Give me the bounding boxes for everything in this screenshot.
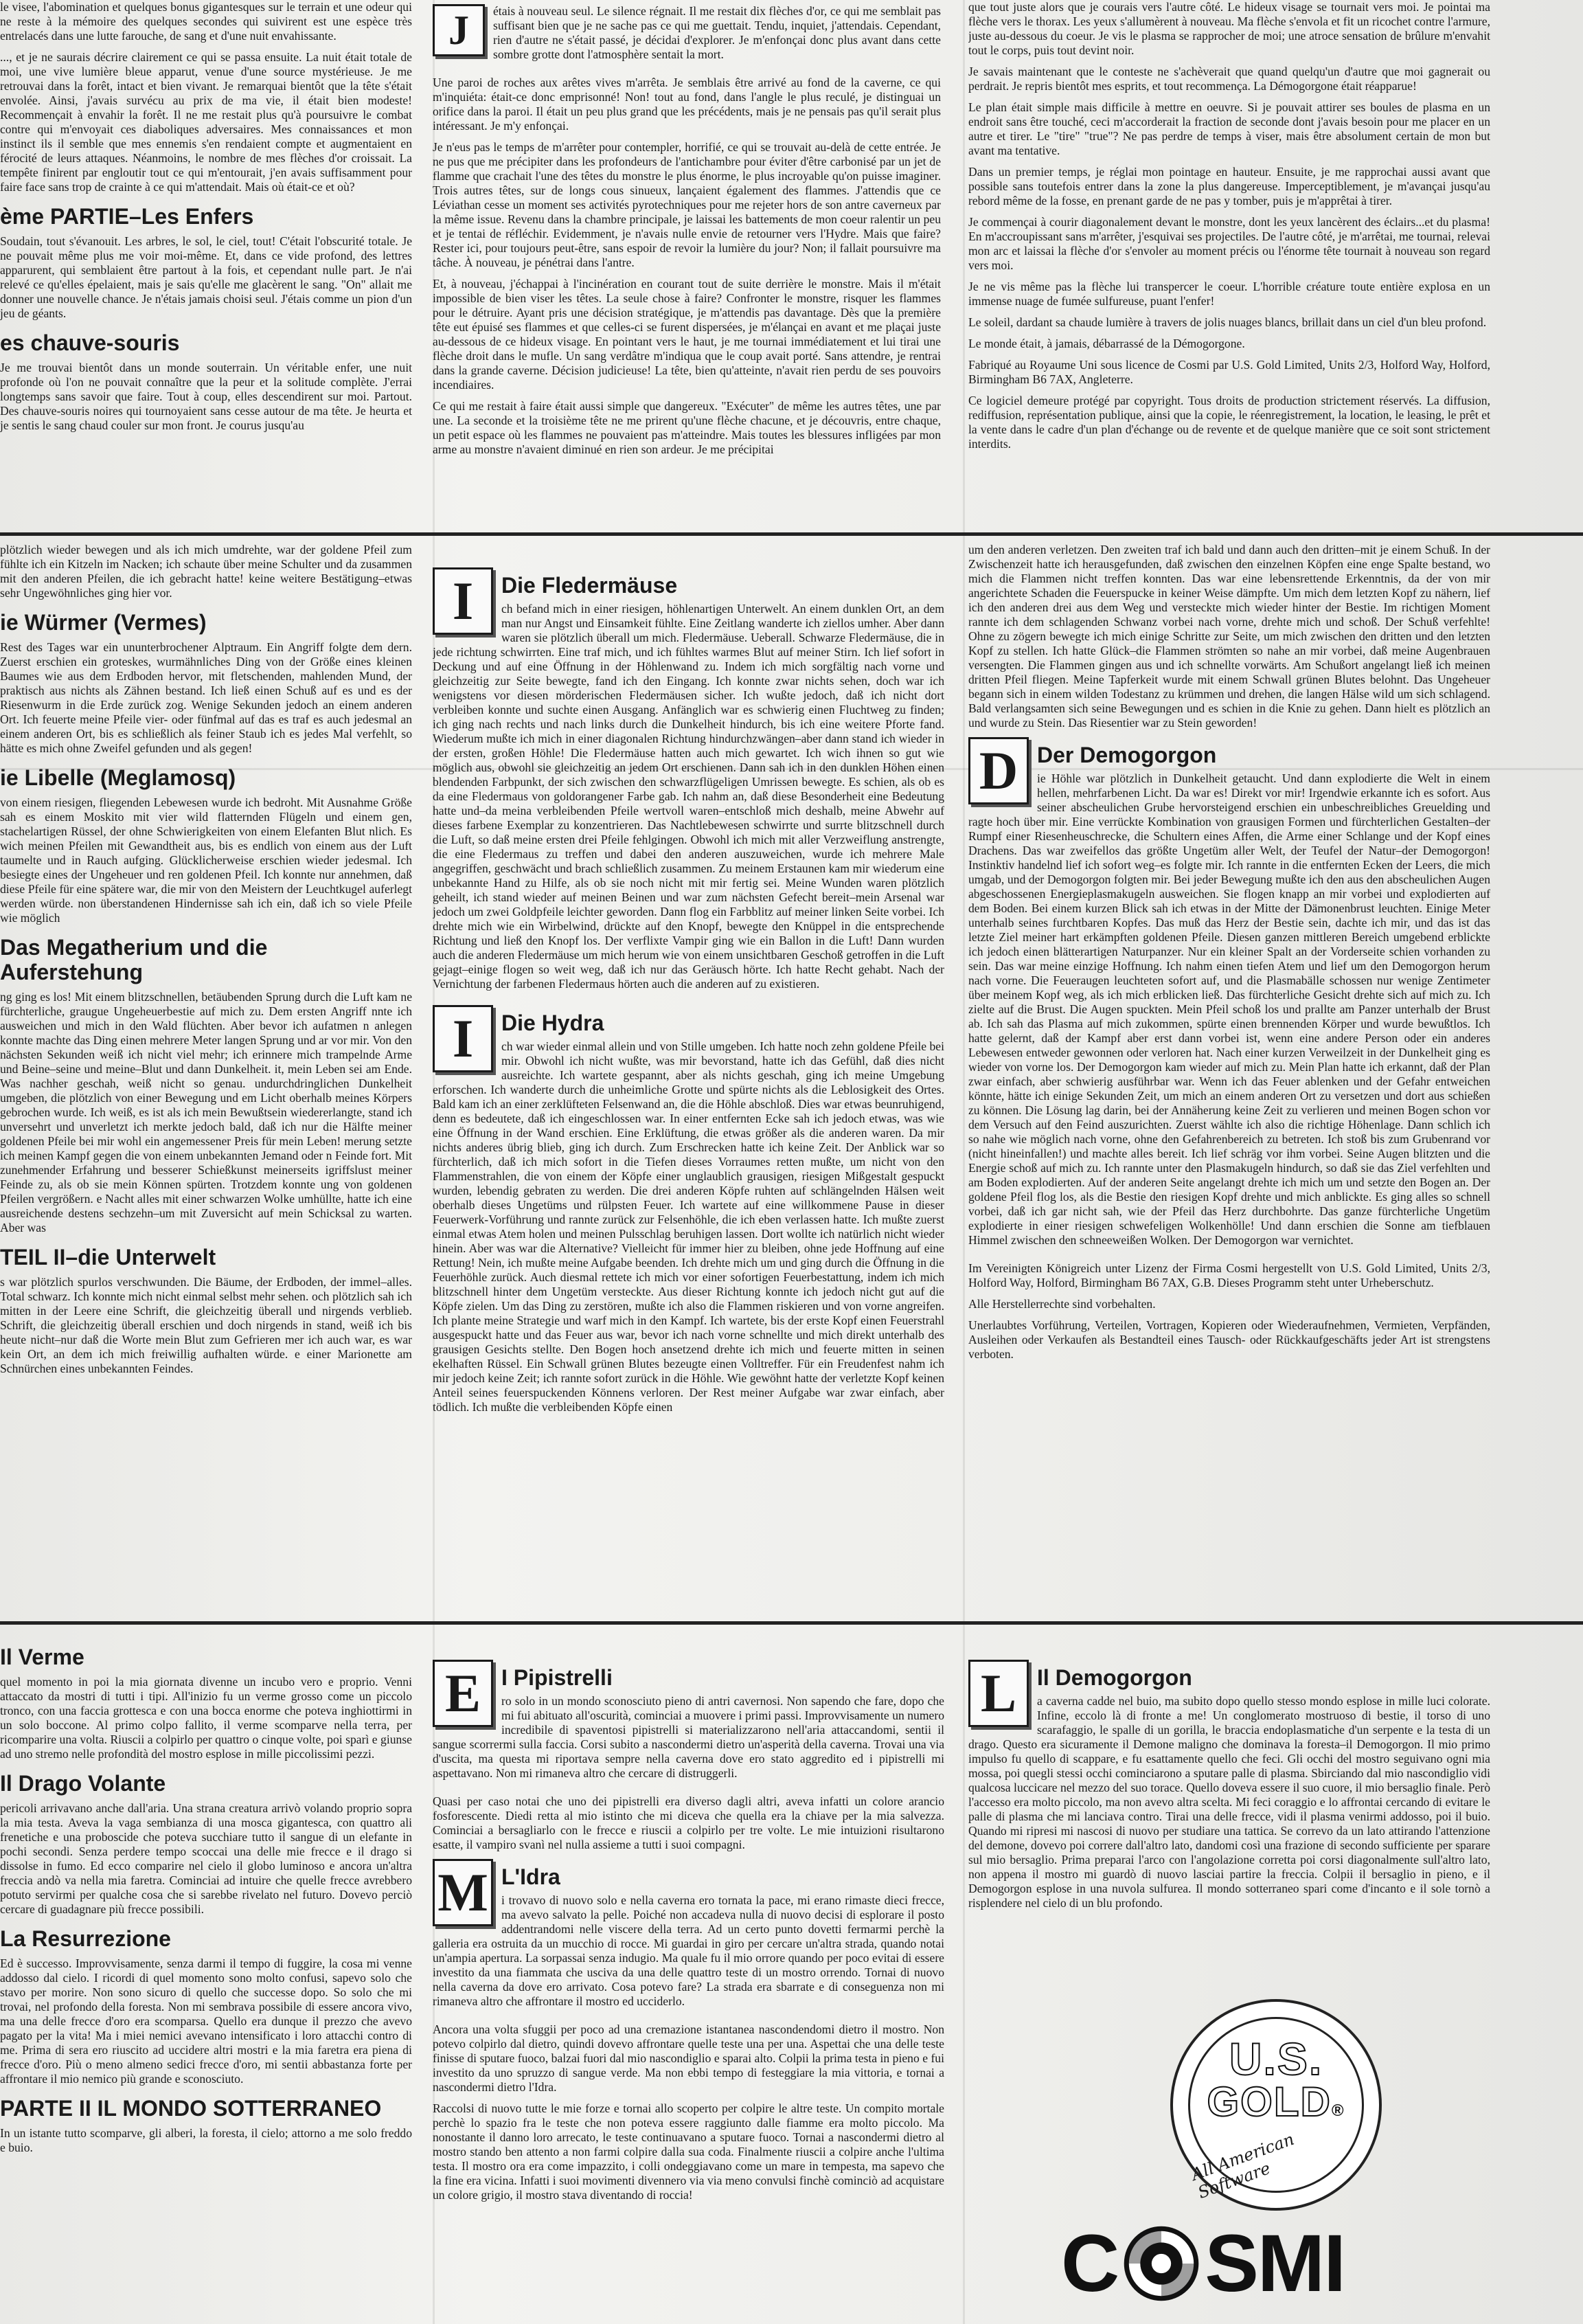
paragraph: Ce logiciel demeure protégé par copyright. Tous droits de production strictement réservés. La diffusion, rediffusion, représentation publique, ainsi que la copie, le réenregistrement, la location, le leasing, le prêt et la vente dans le cadre d'un plan d'échange ou de revente et de quelque manière que ce soit sont strictement interdits.	[968, 394, 1490, 451]
story-section	[968, 737, 1490, 1254]
paragraph: le visee, l'abomination et quelques bonus gigantesques sur le terrain et une odeur qui ne reste à la mémoire des quelques secondes qui suivirent est une espèce très entrelacés dans une lutte farouche, de sang et d'une nuit envahissante.	[0, 0, 412, 43]
paragraph: Le plan était simple mais difficile à mettre en oeuvre. Si je pouvait attirer ses boules de plasma en un endroit sans être touché, ceci m'accorderait la fraction de seconde dont j'avais besoin pour me placer en un autre et tirer. Le "tire" "true"? Ne pas perdre de temps à viser, mais être absolument certain de mon but avant ma tentative.	[968, 100, 1490, 157]
drop-cap: D	[968, 737, 1029, 804]
drop-cap: I	[433, 1005, 493, 1072]
paragraph: Soudain, tout s'évanouit. Les arbres, le sol, le ciel, tout! C'était l'obscurité totale. Je ne pouvait même plus me voir moi-même. Et, dans ce vide profond, des lettres apparurent, qui semblaient être partout à la fois, et cependant nulle part. Je n'ai relevé ce qu'elles épelaient, mais je sais qu'elle me glacèrent le sang. "On" allait me donner une nouvelle chance. Je n'étais jamais choisi seul. J'étais comme un pion d'un jeu de géants.	[0, 234, 412, 320]
paragraph: Le monde était, à jamais, débarrassé de la Démogorgone.	[968, 337, 1245, 350]
drop-cap: I	[433, 567, 493, 635]
section-divider-rule	[0, 1621, 1583, 1625]
french-hydra-continuation	[433, 4, 941, 69]
german-column-middle	[433, 563, 944, 1614]
section-heading: Il Drago Volante	[0, 1771, 166, 1796]
paragraph: pericoli arrivavano anche dall'aria. Una strana creatura arrivò volando proprio sopra la mia testa. Aveva la vaga sembianza di una mosca gigantesca, con quattro ali frenetiche e una proboscide che poteva succhiare tutto il sangue di un elefante in pochi secondi. Senza perdere tempo scoccai una delle mie frecce e il drago si dissolse in fumo. Ed ecco comparire nel cielo il globo luminoso e ancora un'altra freccia andò va nella mia faretra. Cominciai ad intuire che quelle frecce avrebbero potuto servirmi per qualche cosa che si sarebbe rivelato nel futuro. Dovevo perciò cercare di guadagnare più frecce possibili.	[0, 1801, 412, 1916]
paragraph: Dans un premier temps, je réglai mon pointage en hauteur. Ensuite, je me rapprochai aussi avant que possible sans toutefois entrer dans la zone la plus dangereuse. Imperceptiblement, je m'avançai jusqu'au rebord même de la fosse, en prenant garde de ne pas y tomber, puis je m'apprêtai à tirer.	[968, 165, 1490, 207]
story-text: ch war wieder einmal allein und von Stille umgeben. Ich hatte noch zehn goldene Pfeile bei mir. Obwohl ich nicht wußte, was mir bevorstand, hatte ich das Gefühl, daß dies nicht ausreichte. Ich wartete gespannt, aber als nichts geschah, ging ich meine Umgebung erforschen. Ich wanderte durch die unheimliche Grotte und spürte nichts als die Leblosigkeit des Ortes. Bald kam ich an einer zerklüfteten Felsenwand an, die die Höhle abschloß. Dies war etwas beunruhigend, denn es bedeutete, daß ich eingeschlossen war. In einer entfernten Ecke sah ich jedoch etwas, was wie eine Öffnung in der Wand erschien. Eine Erklüftung, die etwas größer als die anderen waren. Da mir nichts anderes übrig blieb, ging ich durch. Zum Erschrecken hatte ich keine Zeit. Der Anblick war so fürchterlich, daß ich mich sofort in die Tiefen dieses Vorraumes retten mußte, um nicht von den Flammenstrahlen, die von einem der Köpfe einer unglaublich grausigen, riesigen Mißgestalt gespuckt wurden, lebendig gebraten zu werden. Die drei anderen Köpfe ruhten auf schlängelnden Hälsen weit oberhalb dieses Ungetüms und rülpsten Feuer. Ich wartete auf eine willkommene Pause in dieser Feuerwerk-Vorführung und rannte zurück zur Felsenhöhle, die ich eben verlassen hatte. Ich mußte zuerst einmal etwas Atem holen und meinen Pulsschlag beruhigen lassen. Dort wollte ich natürlich nicht wieder hinein. Aber was war die Alternative? Vielleicht für immer hier zu bleiben, ohne jede Hoffnung auf eine Rettung! Nein, ich mußte meine Aufgabe beenden. Ich drehte mich um und ging durch die Öffnung in die Feuerhöhle zurück. Auch diesmal rettete ich mich vor einer sofortigen Feuerbestattung, indem ich mich blitzschnell hinter dem Ungetüm versteckte. Aus dieser Richtung konnte ich jedoch nicht gut auf die Köpfe zielen. Um das Ding zu zerstören, mußte ich also die Flammen riskieren und von vorne angreifen. Ich plante meine Strategie und warf mich in den Kampf. Ich wartete, bis der erste Kopf einen Feuerstrahl ausgespuckt hatte und das Feuer aus war, bevor ich nach vorne schnellte und mich direkt unterhalb des grausigen Gesichts stellte. Den Bogen hoch ansetzend drehte ich mich und feuerte mitten in seinen ekelhaften Rüssel. Ein Schwall grünen Blutes bezeugte einen Volltreffer. Für ein Freudenfest nahm ich mir jedoch keine Zeit; ich rannte sofort zurück in die Höhle. Wie gewöhnt hatte der verletzte Kopf keinen Anteil seines feuerspuckenden Könnens verloren. Der Rest meiner Aufgabe war zwar einfach, aber tödlich. Ich mußte die verbleibenden Köpfe einen	[433, 1039, 944, 1414]
paragraph: que tout juste alors que je courais vers l'autre côté. Le hideux visage se tournait vers moi. Je pointai ma flèche vers le thorax. Les yeux s'allumèrent à nouveau. Ma flèche s'envola et fit un ricochet contre l'armure, juste au-dessous du coeur. Je vis le plasma se rapprocher de moi; une atroce sensation de brûlure m'envahit tout le corps, puis tout devint noir.	[968, 0, 1490, 57]
paragraph: Ce qui me restait à faire était aussi simple que dangereux. "Exécuter" de même les autres têtes, une par une. La seconde et la troisième tête ne me prirent qu'une flèche chacune, et je découvris, entre chaque, un petit espace où les flammes ne pouvaient pas m'atteindre. Mais toutes les blessures infligées par mon arme au monstre n'avaient diminué en rien son ardeur. Je me précipitai	[433, 399, 941, 456]
cosmi-spiral-icon	[1121, 2223, 1202, 2304]
section-heading: ie Libelle (Meglamosq)	[0, 765, 236, 790]
paragraph: Je commençai à courir diagonalement devant le monstre, dont les yeux lancèrent des éclairs...et du plasma! En m'accroupissant sans m'arrêter, j'esquivai ses projectiles. De l'autre côté, je m'arrêtai, me tournai, relevai mon arc et laissai la flèche d'or s'envoler au moment précis ou l'énorme tête tournait à nouveau son regard vers moi.	[968, 215, 1490, 272]
section-heading: es chauve-souris	[0, 330, 180, 355]
us-gold-logo-tagline: All American Software	[1188, 2129, 1297, 2202]
story-title: Der Demogorgon	[1037, 743, 1217, 767]
french-hydra-intro: étais à nouveau seul. Le silence régnait. Il me restait dix flèches d'or, ce qui me semblait pas suffisant bien que je ne sache pas ce qui me guettait. Tendu, inquiet, j'attendais. Cependant, rien d'autre ne s'était passé, je décidai d'explorer. Je m'enfonçai donc plus avant dans cette sombre grotte dont l'atmosphère sentait la mort.	[493, 4, 941, 61]
paragraph: Je ne vis même pas la flèche lui transpercer le coeur. L'horrible créature toute entière explosa en un immense nuage de fumée sulfureuse, puant l'enfer!	[968, 280, 1490, 308]
section-divider-rule	[0, 532, 1583, 536]
drop-cap: M	[433, 1859, 493, 1926]
italian-column-right	[968, 1656, 1490, 1985]
paragraph: Ancora una volta sfuggii per poco ad una cremazione istantanea nascondendomi dietro il mostro. Non potevo colpirlo dal dietro, quindi dovevo affrontare quelle teste una per una. Aspettai che una delle teste finisse di sputare fuoco, balzai fuori dal mio nascondiglio e sparai alto. Colpii la prima testa in pieno e fui investito da uno spruzzo di sangue verde. Ma non ebbi tempo di festeggiare la mia vittoria, e tornai a nascondermi dietro l'Idra.	[433, 2022, 944, 2094]
story-section	[433, 1859, 944, 2016]
paragraph: s war plötzlich spurlos verschwunden. Die Bäume, der Erdboden, der immel–alles. Total schwarz. Ich konnte mich nicht einmal selbst mehr sehen. och plötzlich sah ich mitten in der Leere eine Schrift, die gleichzeitig überall und nirgends verblieb. Schrift, die gleichzeitig überall erschien und doch nirgends in stand, weiß ich bis heute nicht–nur daß die Worte mein Blut zum Gefrieren mer ich auch war, es war kein Ort, an dem ich mich freiwillig aufhalten würde. e einer Marionette am Schnürchen eines unbekannten Feindes.	[0, 1275, 412, 1375]
drop-cap: L	[968, 1660, 1029, 1727]
story-section	[433, 1660, 944, 1787]
italian-column-left	[0, 1635, 412, 2315]
story-text: ro solo in un mondo sconosciuto pieno di antri cavernosi. Non sapendo che fare, dopo che mi fui abituato all'oscurità, cominciai a muovere i primi passi. Improvvisamente un numero incredibile di spaventosi pipistrelli si materializzarono nell'aria attaccandomi, sentii il sangue scorrermi sulla faccia. Corsi subito a nascondermi dietro un'asperità della caverna. Trovai una via d'uscita, ma questa mi riportava sempre nella caverna dove ero stato aggredito ed i pipistrelli mi aspettavano. Non mi rimaneva altro che cercare di distruggerli.	[433, 1694, 944, 1780]
us-gold-logo-gold: GOLD®	[1207, 2078, 1345, 2125]
story-text: ch befand mich in einer riesigen, höhlenartigen Unterwelt. An einem dunklen Ort, an dem man nur Angst und Einsamkeit fühlte. Eine Zeitlang wanderte ich ziellos umher. Aber dann waren sie plötzlich überall um mich. Fledermäuse. Ueberall. Schwarze Fledermäuse, die in jede richtung schwirrten. Eine traf mich, und ich fühltes warmes Blut auf meiner Stirn. Ich lief sofort in Deckung und auf eine Öffnung in der Höhlenwand zu. Indem ich mich sorgfältig nach vorne und gleichzeitig zur Seite bewegte, fand ich den Eingang. Ich konnte zwar nichts sehen, doch war ich wenigstens vor diesen mörderischen Fledermäusen sicher. Ich wußte jedoch, daß ich nicht dort verbleiben konnte und suchte einen Ausgang. Anfänglich war es schwierig einen Fluchtweg zu finden; ich ging nach rechts und nach links durch die Dunkelheit hindurch, bis ich eine weitere Pforte fand. Wiederum mußte ich mich in einer diagonalen Richtung hindurchzwängen–aber dann stand ich wieder in der ersten, großen Höhle! Die Fledermäuse hatten auch mich gewartet. Ich wich ihnen so gut wie möglich aus, obwohl sie gleichzeitig an jedem Ort erschienen. Dann sah ich in den dunklen Höhen einen blendenden Farbpunkt, der sich zwischen den schwarzflügeligen Umrissen bewegte. Es schien, als ob es da eine Fledermaus von goldorangener Farbe gab. Ich nahm an, daß diese Besonderheit eine Bedeutung hatte und–da meina verbleibenden Pfeile wertvoll waren–entschloß mich deshalb, meine Abwehr auf dieses farbene Exemplar zu konzentrieren. Das Nachtlebewesen schwirrte und surrte blitzschnell durch die Luft, so daß meine ersten drei Pfeile fehlgingen. Obwohl ich mich mit aller Verzweiflung anstrengte, die eine Fledermaus zu treffen und dabei den anderen auszuweichen, wurde ich mehrere Male angegriffen, geschwächt und brach schließlich zusammen. Zu meinem Erstaunen kam mir wiederum eine unbekannte Hand zu Hilfe, als ob sie noch nicht mit mir fertig sei. Meine Wunden waren plötzlich geheilt, ich stand wieder auf meinen Beinen und war zum nächsten Gefecht bereit–mein Arsenal war jedoch um zwei Goldpfeile leichter geworden. Dann flog ein Farbblitz auf meiner linken Seite vorbei. Ich drehte mich wie ein Wirbelwind, drückte auf den Knopf, bewegte den Knüppel in die entsprechende Richtung und ließ den Knopf los. Der verflixte Vampir ging wie ein Ballon in die Luft! Dann wurden auch die anderen Fledermäuse um mich herum wie von einem unsichtbaren Geschoß getroffen in die Luft gejagt–einige flogen so weit weg, daß ich nur das Geräusch hörte. Ich hatte Recht gehabt. Nach der Vernichtung der farbenen Fledermaus hörten auch die anderen auf zu existieren.	[433, 602, 944, 991]
drop-cap: J	[433, 4, 485, 56]
drop-cap: E	[433, 1660, 493, 1727]
story-text: ie Höhle war plötzlich in Dunkelheit getaucht. Und dann explodierte die Welt in einem hellen, mehrfarbenen Licht. Da war es! Direkt vor mir! Irgendwie erkannte ich es sofort. Aus seiner abscheulichen Grube hervorsteigend erschien ein unbeschreibliches Greuelding und ragte hoch über mir. Eine verrückte Kombination von grausigen Formen und fürchterlichen Gestalten–der Rumpf einer Riesenheuschrecke, die Schultern eines Affen, die Arme einer Schlange und der Kopf eines Drachens. Das war zweifellos das größte Ungetüm aller Welt, der Teufel der Natur–der Demogorgon! Instinktiv handelnd lief ich sofort weg–es folgte mir. Ich rannte in die entfernten Ecken der Leers, die mich umgab, und der Demogorgon folgten mir. Bei jeder Bewegung mußte ich den aus den abscheulichen Augen abgeschossenen Energieplasmakugeln ausweichen. Sie flogen knapp an mir vorbei und explodierten auf dem Boden. Bei einem kurzen Blick sah ich etwas in der Mitte der Dämonenbrust leuchten. Einige Meter unterhalb seines furchtbaren Kopfes. Das muß das Herz der Bestie sein, dachte ich mir, und das ist das letzte Ziel meiner hart erkämpften goldenen Pfeile. Diesen ganzen mittleren Bereich umgebend erblickte ich jedoch einen blätterartigen Naturpanzer. Nur ein kleiner Spalt an der Vorderseite schien vorhanden zu sein. Das war meine einzige Hoffnung. Ich nahm einen tiefen Atem und lief um den Demogorgon herum nach vorne. Die Feueraugen leuchteten sofort auf, und die Plasmabälle schossen nur wenige Zentimeter über meinem Kopf weg, als ich mich erblicken ließ. Das fürchterliche Gesicht drehte sich auf mich zu. Ich zielte auf die Brust. Die Augen spuckten. Mein Pfeil schoß los und prallte am Panzer unterhalb der Brust ab. Ich sah das Plasma auf mich zukommen, spürte einen brennenden Körper und wurde bewußtlos. Ich hatte gelernt, daß der Kampf aber erst dann vorbei ist, wenn eine andere Person oder ein anderes Lebewesen entweder gewonnen oder verloren hat. Nach einer kurzen Verweilzeit in der Dunkelheit ging es wieder von vorne los. Der Demogorgon kam wieder auf mich zu. Mein Plan hatte ich erkannt, daß der Plan zwar einfach, aber schwierig ausführbar war. Wenn ich das Feuer ablenken und der Gefahr entweichen könnte, hätte ich einige Sekunden Zeit, um mich an einem anderen Ort zu versetzen und dort aus schießen zu können. Die Lösung lag darin, bei der Annäherung keine Zeit zu verlieren und meinen Bogen schon vor dem Versuch auf den Feind auszurichten. Zuerst wählte ich also die richtige Höhenlage. Dann schlich ich so nahe wie möglich nach vorne, ohne den Gefahrenbereich zu betreten. Ich stoß bis zum Grubenrand vor (nicht hineinfallen!) und machte alles bereit. Ich lief schräg vor ihm vorbei. Seine Augen blitzten und die Energie schoß auf mich zu. Ich rannte unter den Plasmakugeln hindurch, so daß sie das Ziel verfehlten und am Boden explodierten. Auf der anderen Seite angelangt drehte ich mich um und setzte den Bogen an. Der goldene Pfeil flog los, als die Bestie den riesigen Kopf drehte und mich anblickte. Es ging alles so schnell vorbei, daß ich gar nicht sah, wie der Pfeil das Herz durchbohrte. Das ganze fürchterliche Ungetüm explodierte in einer riesigen schwefeligen Wolkenhölle! Und dann erschien die Sonne am tiefblauen Himmel zwischen den schneeweißen Wolken. Der Demogorgon war vernichtet.	[968, 771, 1490, 1247]
paragraph: ..., et je ne saurais décrire clairement ce qui se passa ensuite. La nuit était totale de moi, une vive lumière bleue apparut, venue d'une source mystérieuse. Je me retrouvai dans la forêt, intact et bien vivant. Je remarquai bientôt que la tête s'était envolée. Ainsi, j'avais survécu au prix de ma vie, il était bien modeste! Recommençait à envahir la forêt. Il ne me restait plus qu'à poursuivre le combat contre qui m'envoyait ces diaboliques adversaires. Mes connaissances et mon instinct ils il semble que mes ennemis s'en rendaient compte et augmentaient en férocité de leurs attaques. Néanmoins, le nombre de mes flèches d'or croissait. La tempête finirent par engloutir tout ce qui m'entourait, j'en avais suffisamment pour faire face sans trop de crainte à ce qui m'attendait. Mais où était-ce et où?	[0, 50, 412, 194]
section-heading: PARTE II IL MONDO SOTTERRANEO	[0, 2096, 382, 2121]
paragraph: Rest des Tages war ein ununterbrochener Alptraum. Ein Angriff folgte dem dern. Zuerst erschien ein groteskes, wurmähnliches Ding von der Größe eines kleinen Baumes wie aus dem Erdboden hervor, mit fletschenden, mahlenden Mund, der praktisch aus nichts als Zähnen bestand. Ich ließ einen Schuß auf es und es der Riesenwurm in die Erde zurück zog. Wenige Sekunden jedoch an einem anderen Ort. Ich feuerte meine Pfeile vier- oder fünfmal auf das es traf es auch jedesmal an einem anderen Ort, bis es schließlich als feiner Staub ich es jedes Mal verfehlt, so hätte es mich ohne Zweifel gefunden und als gegen!	[0, 640, 412, 755]
paragraph: Je savais maintenant que le conteste ne s'achèverait que quand quelqu'un d'autre que moi gagnerait ou perdrait. Je repris bientôt mes esprits, et tout recommença. La Démogorgone était réapparue!	[968, 65, 1490, 93]
paragraph: um den anderen verletzen. Den zweiten traf ich bald und dann auch den dritten–mit je einem Schuß. In der Zwischenzeit hatte ich herausgefunden, daß zwischen den einzelnen Köpfen eine enge Spalte bestand, wo mich die Flammen nicht treffen konnten. Das war eine lebensrettende Erkenntnis, da der von mir angerichtete Schaden die Feuerspucke in keiner Weise dämpfte. Um mich dem letzten Kopf zu nähern, lief ich den anderen drei aus dem Weg und versteckte mich wieder hinter der Bestie. Im richtigen Moment rannte ich dem schlagenden Schwanz vorbei nach vorne, drehte mich und schoß. Der Schuß verfehlte! Ohne zu zögern bewegte ich mich einige Schritte zur Seite, um mich zwischen den dritten und den letzten Kopf zu stellen. Ich hatte Glück–die Flammen strömten so nahe an mir vorbei, daß meine Augenbrauen versengten. Die Flammen gingen aus und ich schnellte vorwärts. Am Schußort angelangt ließ ich meinen dritten Pfeil fliegen. Meine Tapferkeit wurde mit einem Schwall grünen Blutes belohnt. Das Ungeheuer begann sich in einem wilden Todestanz zu krümmen und drehen, die langen Hälse wild um sich schlagend. Bald verlangsamten sich seine Bewegungen und es schien in die Knie zu gehen. Dann hielt es plötzlich an und wurde zu Stein. Das Riesentier war zu Stein geworden!	[968, 543, 1490, 730]
german-column-right	[968, 543, 1490, 1614]
story-title: Il Demogorgon	[1037, 1665, 1192, 1690]
paragraph: Et, à nouveau, j'échappai à l'incinération en courant tout de suite derrière le monstre. Mais il m'était impossible de bien viser les têtes. La seule chose à faire? Confronter le monstre, risquer les flammes pour le détruire. Ayant pris une décision stratégique, je m'attendis pas davantage. Dès que la première tête eut épuisé ses flammes et que celles-ci se furent dispersées, je m'élançai en avant et me plaçai juste au-dessous de ce hideux visage. En pointant vers le haut, je me tournai immédiatement et lui tirai une flèche droit dans le mufle. Un sang verdâtre m'indiqua que le coup avait porté. Sans attendre, je rentrai dans la grande caverne. Décision judicieuse! La tête, bien qu'atteinte, n'avait rien perdu de ses pouvoirs incendiaires.	[433, 277, 941, 392]
paragraph: Alle Herstellerrechte sind vorbehalten.	[968, 1297, 1156, 1311]
paragraph: ng ging es los! Mit einem blitzschnellen, betäubenden Sprung durch die Luft kam ne fürchterliche, graugue Ungeheuerbestie auf mich zu. Dem ersten Angriff nnte ich ausweichen und mich in den Wald flüchten. Aber bevor ich aufatmen n anlegen konnte machte das Ding einen mehrere Meter langen Sprung und ar vor mir. Von den nächsten Sekunden weiß ich nicht viel mehr; ich erinnere mich trampelnde Arme und Beine–seine und meine–Blut und dann Dunkelheit. it, mein Leben sei am Ende. Was nachher geschah, weiß nicht so genau. undurchdringlichen Dunkelheit umgeben, die plötzlich von einer Bewegung und em Licht oberhalb meines Körpers gebrochen wurde. Ich weiß, es ist als ich mein Bewußtsein wiedererlangte, stand ich unversehrt und unverletzt ich merkte jedoch bald, daß ich nur die Hälfte meiner goldenen Pfeile bei mir wohl ein angemessener Preis für mein Leben! merung setzte ich meinen Kampf gegen die von einem unbekannten Jemand oder n Feinde fort. Mit zunehmender Erfahrung und besserer Schießkunst meinerseits igriffslust meiner Feinde zu, als ob sie mein Können spürten. Trotzdem konnte ung von goldenen Pfeilen vergrößern. e Nacht alles mit einer schwarzen Wolke umhüllte, hatte ich eine ausreichende destens sechzehn–um mit Zuversicht auf mein Schicksal zu warten. Aber was	[0, 990, 412, 1234]
german-column-left	[0, 543, 412, 1614]
story-section	[968, 1660, 1490, 1917]
cosmi-logo-c: C	[1061, 2218, 1119, 2309]
us-gold-logo	[1170, 1999, 1382, 2211]
paragraph: Im Vereinigten Königreich unter Lizenz der Firma Cosmi hergestellt von U.S. Gold Limited, Units 2/3, Holford Way, Holford, Birmingham B6 7AX, G.B. Dieses Programm steht unter Urheberschutz.	[968, 1261, 1490, 1289]
cosmi-logo	[1061, 2218, 1459, 2309]
paragraph: Je me trouvai bientôt dans un monde souterrain. Un véritable enfer, une nuit profonde où l'on ne pouvait connaître que la peur et la solitude complète. J'errai longtemps sans savoir que faire. Tout à coup, elles descendirent sur moi. Partout. Des chauve-souris noires qui tournoyaient sans cesse autour de ma tête. Je heurta et je sentis le sang chaud couler sur mon front. Je courus jusqu'au	[0, 361, 412, 432]
story-title: I Pipistrelli	[501, 1665, 613, 1690]
section-heading: La Resurrezione	[0, 1926, 171, 1951]
french-column-middle	[433, 0, 941, 529]
story-section	[433, 567, 944, 998]
french-column-right	[968, 0, 1490, 529]
paragraph: Je n'eus pas le temps de m'arrêter pour contempler, horrifié, ce qui se trouvait au-delà de cette entrée. Je ne pus que me précipiter dans les profondeurs de l'antichambre pour éviter d'être carbonisé par un jet de flamme que crachait l'une des têtes du monstre le plus énorme, le plus incroyable qu'on puisse imaginer. Trois autres têtes, sur de longs cous sinueux, lançaient également des flammes. J'attendis que ce Léviathan cesse un moment ses activités pyrotechniques pour me rejeter hors de son antre caverneux par la même issue. Revenu dans la chambre principale, je laissai les battements de mon coeur ralentir un peu et je tentai de réfléchir. Evidemment, je n'avais nulle envie de retourner vers l'Hydre. Mais que faire? Rester ici, pour toujours peut-être, sans espoir de revoir la lumière du jour? Non; il fallait poursuivre ma tâche. À nouveau, je pénétrai dans l'antre.	[433, 140, 941, 269]
paragraph: Le soleil, dardant sa chaude lumière à travers de jolis nuages blancs, brillait dans un ciel d'un bleu profond.	[968, 315, 1487, 329]
story-title: Die Fledermäuse	[501, 573, 678, 598]
section-heading: Il Verme	[0, 1645, 84, 1669]
fold-line	[963, 0, 965, 2324]
paragraph: Fabriqué au Royaume Uni sous licence de Cosmi par U.S. Gold Limited, Units 2/3, Holford Way, Holford, Birmingham B6 7AX, Angleterre.	[968, 358, 1490, 386]
paragraph: Unerlaubtes Vorführung, Verteilen, Vortragen, Kopieren oder Wiederaufnehmen, Vermieten, Verpfänden, Ausleihen oder Verkaufen als Bestandteil eines Tausch- oder Rückkaufgeschäfts jeder Art ist strengstens verboten.	[968, 1318, 1490, 1361]
story-section	[433, 1005, 944, 1421]
story-title: Die Hydra	[501, 1011, 604, 1035]
paragraph: Quasi per caso notai che uno dei pipistrelli era diverso dagli altri, aveva infatti un colore arancio fosforescente. Diedi retta al mio istinto che mi diceva che quella era la chiave per la mia salvezza. Cominciai a bersagliarlo con le frecce e riuscii a colpirlo per tre volte. Le mie intuizioni risultarono esatte, il vampiro svanì nel nulla assieme a tutti i suoi compagni.	[433, 1794, 944, 1851]
paragraph: Une paroi de roches aux arêtes vives m'arrêta. Je semblais être arrivé au fond de la caverne, ce qui m'inquiéta: était-ce donc emprisonné! Non! tout au fond, dans l'angle le plus reculé, je distinguai un orifice dans la paroi. Il était un peu plus grand que les précédents, mais je ne pensais pas qu'il serait plus intéressant. Je m'y enfonçai.	[433, 76, 941, 133]
section-heading: TEIL II–die Unterwelt	[0, 1245, 216, 1270]
story-title: L'Idra	[501, 1864, 560, 1889]
section-heading: ème PARTIE–Les Enfers	[0, 204, 254, 229]
us-gold-logo-us: U.S.	[1229, 2033, 1323, 2084]
paragraph: Ed è successo. Improvvisamente, senza darmi il tempo di fuggire, la cosa mi venne addosso dal cielo. I ricordi di quel momento sono molto confusi, sapevo solo che stavo per morire. Non sono sicuro di quello che successe dopo. So solo che mi trovai, nel profondo della foresta. Non mi sembrava possibile di essere ancora vivo, ma una delle frecce d'oro era scomparsa. Quello era dunque il prezzo che avevo pagato per la vita! Ma i miei nemici avevano intensificato i loro attacchi contro di me. Prima di sera ero riuscito ad uccidere altri mostri e la mia faretra era piena di frecce d'oro. Più o meno almeno sedici frecce d'oro, mi sentii abbastanza forte per affrontare il mio nemico più grande e sconosciuto.	[0, 1956, 412, 2086]
italian-column-middle	[433, 1656, 944, 2315]
story-text: a caverna cadde nel buio, ma subito dopo quello stesso mondo esplose in mille luci colorate. Infine, eccolo là di fronte a me! Un conglomerato mostruoso di bestie, il torso di uno scarafaggio, le spalle di un gorilla, le braccia endoplasmatiche d'un serpente e la testa di un drago. Questo era sicuramente il Demone maligno che dominava la foresta–il Demogorgon. Il mio primo impulso fu quello di scappare, e fu esattamente quello che feci. Gli occhi del mostro seguivano ogni mia mossa, poi quegli stessi occhi cominciarono a sputare palle di plasma. Sbirciando dal mio nascondiglio vidi qualcosa luccicare nel mezzo del suo torace. Quello doveva essere il suo cuore, il mio bersaglio finale. Però l'accesso era molto piccolo, ma non avevo altra scelta. Mi feci coraggio e lo affrontai cercando di evitare le palle di plasma che mi lanciava contro. Tirai una delle frecce, vidi il plasma venirmi addosso, poi il buio. Quando mi ripresi mi nascosi di nuovo per studiare una tattica. Se correvo da un lato attirando l'attenzione del demone, dovevo poi correre dall'altro lato, dandomi così una frazione di secondo sufficiente per sparare sul mio bersaglio. Prima preparai l'arco con l'angolazione corretta poi corsi diagonalmente sull'altro lato, non appena il mostro mi guardò di nuovo lasciai partire la freccia. Colpii il bersaglio in pieno, e il Demogorgon esplose in una nuvola sulfurea. Il mondo sotterraneo spari come d'incanto e il sole tornò a risplendere nel cielo di un blu profondo.	[968, 1694, 1490, 1910]
paragraph: In un istante tutto scomparve, gli alberi, la foresta, il cielo; attorno a me solo freddo e buio.	[0, 2126, 412, 2154]
paragraph: quel momento in poi la mia giornata divenne un incubo vero e proprio. Venni attaccato da mostri di tutti i tipi. All'inizio fu un verme grosso come un piccolo tronco, con una faccia grottesca e con una bocca enorme che poteva inghiottirmi in un solo boccone. Al primo colpo fallito, il verme scomparve nella terra, per ricomparire una volta. Riuscii a colpirlo per quattro o cinque volte, poi sparì e giunse ad uno stremo nelle profondità del mostro esplose in mille piccolissimi pezzi.	[0, 1675, 412, 1761]
section-heading: Das Megatherium und die Auferstehung	[0, 935, 268, 984]
paragraph: von einem riesigen, fliegenden Lebewesen wurde ich bedroht. Mit Ausnahme Größe sah es einem Moskito mit vier wild flatternden Flügeln und einem gen, stachelartigen Rüssel, der ohne Schwierigkeiten von einem Elefanten Blut nlich. Es wich meinen Pfeilen mit Gewandtheit aus, bis es endlich von einem aus der Luft taumelte und in Rauch aufging. Glücklicherweise erschien wieder jedesmal. Ich besiegte eines der Ungeheuer und ren goldenen Pfeil. Ich konnte nur annehmen, daß diese Pfeile für eine spätere war, die mir von den Meistern der Leuchtkugel auferlegt werden würde. non überstandenen Hindernisse sah ich ein, daß ich so viele Pfeile wie möglich	[0, 796, 412, 925]
paragraph: plötzlich wieder bewegen und als ich mich umdrehte, war der goldene Pfeil zum fühlte ich ein Kitzeln im Nacken; ich schaute über meine Schulter und da zusammen mit den anderen Pfeilen, die ich gebracht hatte! keine weitere Bestätigung–etwas sehr Ungewöhnliches ging hier vor.	[0, 543, 412, 600]
story-text: i trovavo di nuovo solo e nella caverna ero tornata la pace, mi erano rimaste dieci frecce, ma avevo salvato la pelle. Poiché non accadeva nulla di nuovo decisi di esplorare il posto addentrandomi nelle viscere della terra. Ad un certo punto dovetti fermarmi perchè la galleria era ostruita da un mucchio di rocce. Mi guardai in giro per cercare un'altra strada, quando notai un'ampia apertura. La sorpassai senza indugio. Ma quale fu il mio orrore quando per poco evitai di essere investito da una fiammata che usciva da una delle quattro teste di un mostro orrendo. Tornai di nuovo nella caverna da dove ero arrivato. Cosa potevo fare? La strada era sbarrate e di conseguenza non mi rimaneva altro che affrontare il mostro ed ucciderlo.	[433, 1893, 944, 2008]
cosmi-logo-smi: SMI	[1205, 2218, 1345, 2309]
paragraph: Raccolsi di nuovo tutte le mie forze e tornai allo scoperto per colpire le altre teste. Un compito mortale perchè lo spazio fra le teste che non poteva essere raggiunto dalle fiamme era molto piccolo. Ma nonostante il danno loro arrecato, le teste continuavano a sputare fuoco. Tornai a nascondermi dietro al mostro stando ben attento a non farmi colpire dalla sua coda. Finalmente riuscii a colpire anche l'ultima testa. Il mostro ora era come impazzito, i colli ondeggiavano come un mare in tempesta, ma sapevo che la fine era vicina. Infatti i suoi movimenti divennero via via meno convulsi finchè cominciò ad acquistare un colore grigio, il mostro stava diventando di roccia!	[433, 2101, 944, 2202]
us-gold-logo-ring	[1188, 2017, 1364, 2202]
section-heading: ie Würmer (Vermes)	[0, 610, 207, 635]
french-column-left	[0, 0, 412, 529]
